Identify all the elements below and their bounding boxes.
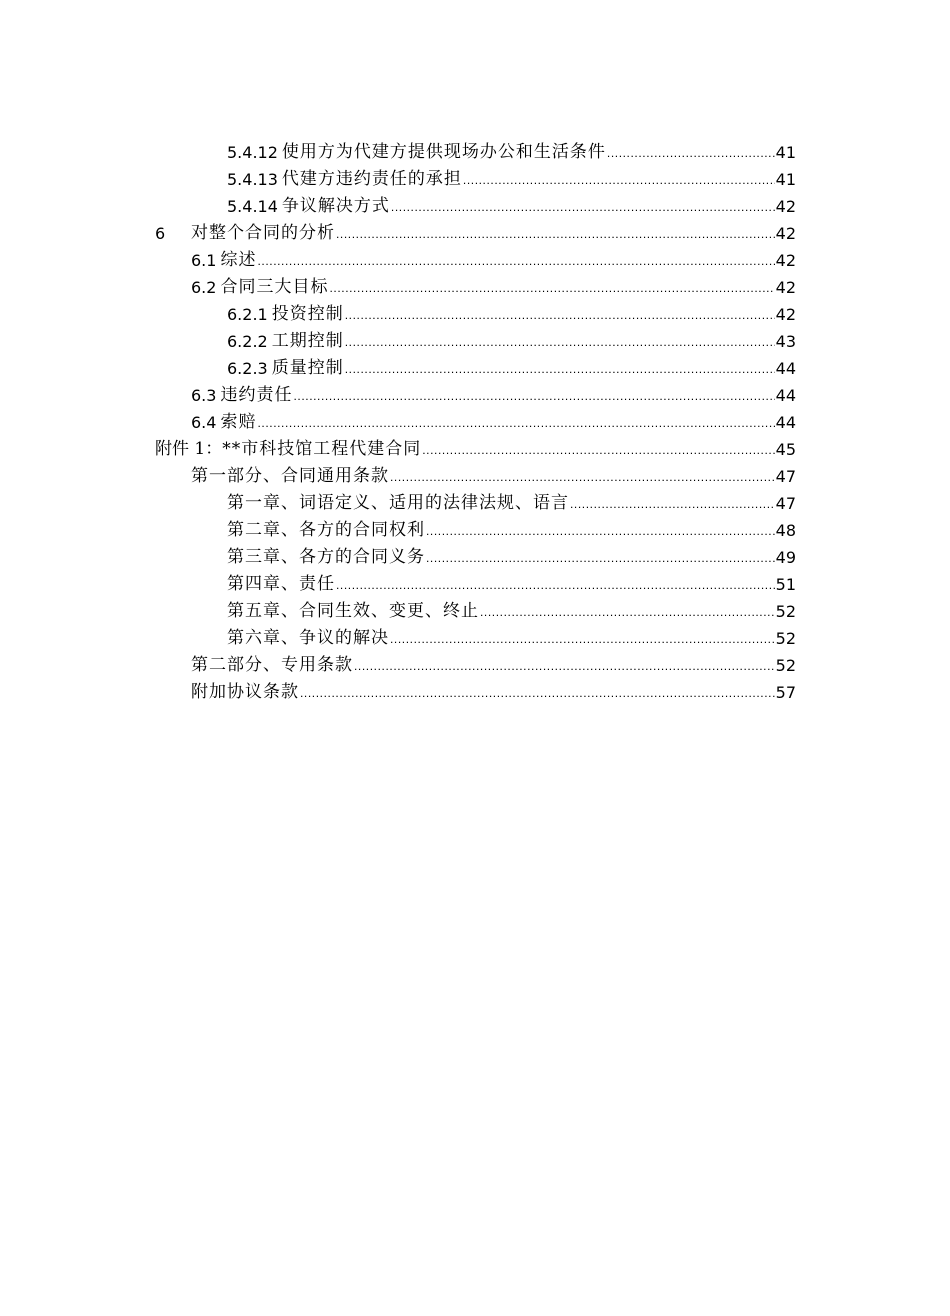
toc-entry-title: **市科技馆工程代建合同: [222, 439, 422, 459]
toc-entry-page: 42: [775, 224, 796, 243]
dot-leader: [293, 387, 774, 405]
dot-leader: [257, 252, 774, 270]
toc-entry-chapter-2[interactable]: [155, 513, 796, 540]
dot-leader: [426, 522, 775, 540]
toc-entry-number: 5.4.14: [227, 197, 278, 216]
toc-entry-page: 42: [775, 251, 796, 270]
toc-entry-title: 质量控制: [271, 358, 344, 378]
toc-entry-title: 对整个合同的分析: [191, 223, 335, 243]
toc-entry-chapter-1[interactable]: [155, 486, 796, 513]
toc-entry-number: 6.2.3: [227, 359, 268, 378]
toc-entry-6-2-1[interactable]: [155, 297, 796, 324]
dot-leader: [570, 495, 775, 513]
toc-entry-title: 代建方违约责任的承担: [281, 169, 462, 189]
toc-entry-page: 41: [775, 170, 796, 189]
toc-entry-page: 42: [775, 305, 796, 324]
toc-entry-title: 合同三大目标: [220, 277, 329, 297]
toc-entry-chapter-6[interactable]: [155, 621, 796, 648]
toc-entry-6-3[interactable]: [155, 378, 796, 405]
toc-entry-number: 5.4.13: [227, 170, 278, 189]
toc-entry-page: 57: [775, 683, 796, 702]
dot-leader: [607, 144, 775, 162]
toc-entry-title: 违约责任: [220, 385, 293, 405]
dot-leader: [300, 684, 775, 702]
toc-entry-chapter-3[interactable]: [155, 540, 796, 567]
toc-entry-number: 6.4: [191, 413, 217, 432]
toc-entry-part-1[interactable]: [155, 459, 796, 486]
toc-entry-6-2-2[interactable]: [155, 324, 796, 351]
toc-entry-title: 工期控制: [271, 331, 344, 351]
toc-entry-page: 42: [775, 278, 796, 297]
toc-entry-title: 第二章、各方的合同权利: [227, 520, 425, 540]
toc-entry-number: 6.1: [191, 251, 217, 270]
table-of-contents: [155, 135, 796, 702]
dot-leader: [345, 333, 775, 351]
toc-entry-page: 42: [775, 197, 796, 216]
toc-entry-title: 索赔: [220, 412, 257, 432]
toc-entry-page: 51: [775, 575, 796, 594]
toc-entry-5-4-13[interactable]: [155, 162, 796, 189]
toc-entry-title: 综述: [220, 250, 257, 270]
dot-leader: [390, 630, 775, 648]
toc-entry-number: 6.3: [191, 386, 217, 405]
toc-entry-page: 52: [775, 602, 796, 621]
toc-entry-supplementary-terms[interactable]: [155, 675, 796, 702]
toc-entry-6-4[interactable]: [155, 405, 796, 432]
toc-entry-number: 6.2: [191, 278, 217, 297]
dot-leader: [463, 171, 775, 189]
toc-entry-5-4-12[interactable]: [155, 135, 796, 162]
dot-leader: [345, 306, 775, 324]
toc-entry-page: 45: [775, 440, 796, 459]
toc-entry-page: 43: [775, 332, 796, 351]
toc-entry-page: 44: [775, 386, 796, 405]
dot-leader: [354, 657, 775, 675]
toc-entry-6-2[interactable]: [155, 270, 796, 297]
toc-entry-title: 第四章、责任: [227, 574, 335, 594]
dot-leader: [336, 225, 775, 243]
toc-entry-part-2[interactable]: [155, 648, 796, 675]
toc-entry-6-1[interactable]: [155, 243, 796, 270]
toc-entry-title: 第二部分、专用条款: [191, 655, 353, 675]
toc-entry-title: 第六章、争议的解决: [227, 628, 389, 648]
toc-entry-title: 第一章、词语定义、适用的法律法规、语言: [227, 493, 569, 513]
toc-entry-page: 49: [775, 548, 796, 567]
toc-entry-number: 6.2.1: [227, 305, 268, 324]
toc-entry-title: 使用方为代建方提供现场办公和生活条件: [281, 142, 606, 162]
dot-leader: [390, 468, 775, 486]
toc-entry-chapter-4[interactable]: [155, 567, 796, 594]
toc-entry-title: 投资控制: [271, 304, 344, 324]
toc-entry-number: 6.2.2: [227, 332, 268, 351]
dot-leader: [422, 441, 774, 459]
toc-entry-6[interactable]: [155, 216, 796, 243]
toc-entry-title: 第三章、各方的合同义务: [227, 547, 425, 567]
toc-entry-number: 6: [155, 224, 166, 243]
toc-entry-5-4-14[interactable]: [155, 189, 796, 216]
toc-entry-page: 47: [775, 494, 796, 513]
toc-entry-page: 41: [775, 143, 796, 162]
toc-entry-title: 附加协议条款: [191, 682, 299, 702]
toc-entry-page: 44: [775, 359, 796, 378]
toc-entry-title: 争议解决方式: [281, 196, 390, 216]
toc-entry-page: 52: [775, 629, 796, 648]
toc-entry-page: 52: [775, 656, 796, 675]
toc-entry-page: 44: [775, 413, 796, 432]
toc-entry-title: 第一部分、合同通用条款: [191, 466, 389, 486]
toc-entry-number: 5.4.12: [227, 143, 278, 162]
toc-entry-number: 附件 1：: [155, 439, 223, 459]
dot-leader: [480, 603, 775, 621]
toc-entry-appendix-1[interactable]: [155, 432, 796, 459]
dot-leader: [426, 549, 775, 567]
dot-leader: [336, 576, 775, 594]
dot-leader: [345, 360, 775, 378]
dot-leader: [257, 414, 774, 432]
toc-entry-chapter-5[interactable]: [155, 594, 796, 621]
toc-entry-6-2-3[interactable]: [155, 351, 796, 378]
dot-leader: [391, 198, 775, 216]
toc-entry-page: 47: [775, 467, 796, 486]
toc-entry-title: 第五章、合同生效、变更、终止: [227, 601, 479, 621]
dot-leader: [329, 279, 774, 297]
toc-entry-page: 48: [775, 521, 796, 540]
